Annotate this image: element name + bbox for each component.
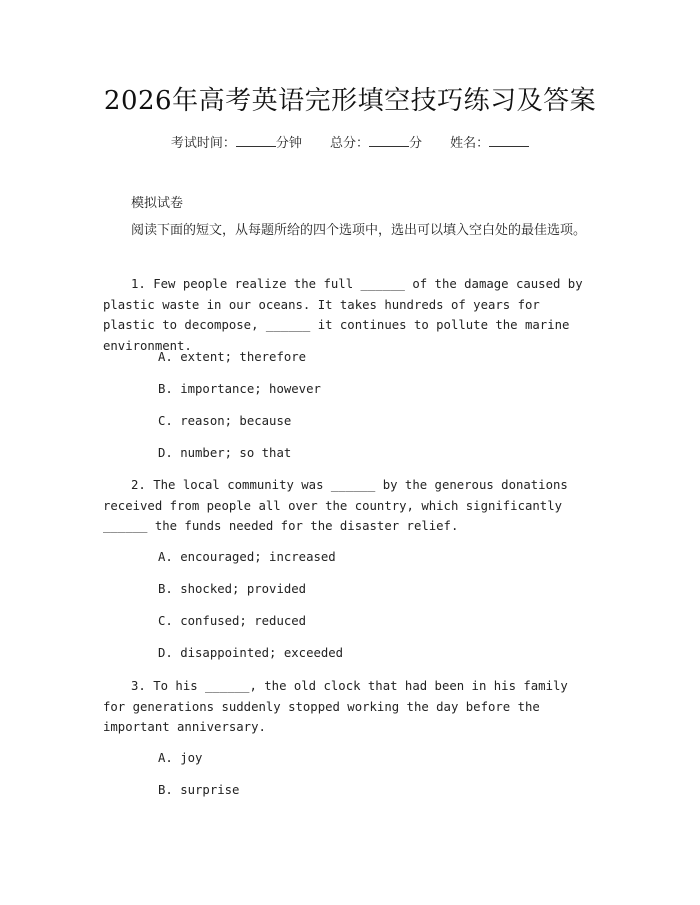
exam-time-field — [171, 136, 302, 151]
question-1-option-d: D. number; so that — [158, 446, 292, 460]
instructions: 阅读下面的短文，从每题所给的四个选项中，选出可以填入空白处的最佳选项。 — [131, 223, 587, 238]
question-3-text: 3. To his ______, the old clock that had been in his family for generations suddenly stopped working the day before the important anniversary. — [103, 679, 568, 734]
exam-time-blank — [236, 134, 276, 147]
question-2-option-d: D. disappointed; exceeded — [158, 646, 344, 660]
section-label: 模拟试卷 — [131, 196, 184, 211]
name-field — [450, 136, 529, 151]
total-score-label: 总分： — [329, 136, 369, 151]
document-title: 2026年高考英语完形填空技巧练习及答案 — [103, 86, 597, 116]
name-blank — [489, 134, 529, 147]
total-score-field — [330, 136, 422, 151]
exam-meta-line — [0, 132, 700, 151]
exam-time-unit: 分钟 — [275, 136, 302, 151]
question-3-option-b: B. surprise — [158, 783, 240, 797]
question-2-option-c: C. confused; reduced — [158, 614, 307, 628]
question-3-option-a: A. joy — [158, 751, 203, 765]
question-2-option-a: A. encouraged; increased — [158, 550, 336, 564]
exam-time-label: 考试时间： — [170, 136, 236, 151]
question-1-option-c: C. reason; because — [158, 414, 292, 428]
question-1-option-b: B. importance; however — [158, 382, 321, 396]
total-score-unit: 分 — [409, 136, 423, 151]
question-2-option-b: B. shocked; provided — [158, 582, 307, 596]
question-2-text: 2. The local community was ______ by the generous donations received from people all over the country, which significantly ______ the funds needed for the disaster relief. — [103, 478, 568, 533]
total-score-blank — [369, 134, 409, 147]
question-1-text: 1. Few people realize the full ______ of the damage caused by plastic waste in our oceans. It takes hundreds of years for plastic to decompose, ______ it continues to pollute the marine environment. — [103, 277, 583, 353]
name-label: 姓名： — [450, 136, 490, 151]
question-1-option-a: A. extent; therefore — [158, 350, 307, 364]
